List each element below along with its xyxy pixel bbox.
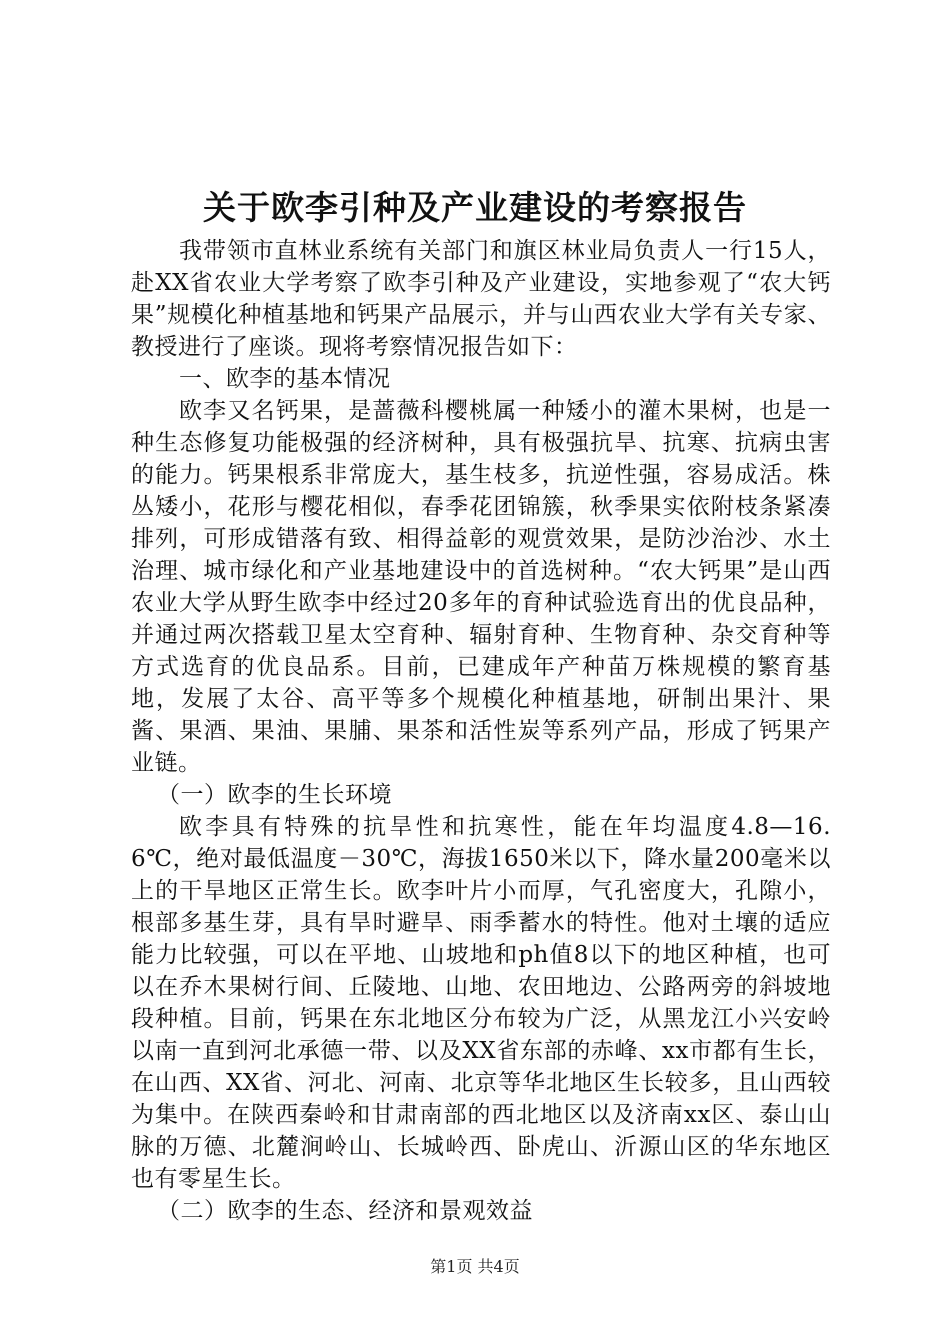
intro-paragraph: 我带领市直林业系统有关部门和旗区林业局负责人一行15人，赴XX省农业大学考察了欧李引种及产业建设，实地参观了“农大钙果”规模化种植基地和钙果产品展示，并与山西农业大学有关专家、教授进行了座谈。现将考察情况报告如下： [131,238,831,360]
page-number-footer: 第1页 共4页 [430,1257,520,1276]
document-title: 关于欧李引种及产业建设的考察报告 [203,188,747,227]
basic-info-paragraph: 欧李又名钙果，是蔷薇科樱桃属一种矮小的灌木果树，也是一种生态修复功能极强的经济树种，具有极强抗旱、抗寒、抗病虫害的能力。钙果根系非常庞大，基生枝多，抗逆性强，容易成活。株丛矮小，花形与樱花相似，春季花团锦簇，秋季果实依附枝条紧凑排列，可形成错落有致、相得益彰的观赏效果，是防沙治沙、水土治理、城市绿化和产业基地建设中的首选树种。“农大钙果”是山西农业大学从野生欧李中经过20多年的育种试验选育出的优良品种，并通过两次搭载卫星太空育种、辐射育种、生物育种、杂交育种等方式选育的优良品系。目前，已建成年产种苗万株规模的繁育基地，发展了太谷、高平等多个规模化种植基地，研制出果汁、果酱、果酒、果油、果脯、果茶和活性炭等系列产品，形成了钙果产业链。 [131,398,831,776]
subsection-heading-growth-environment: （一）欧李的生长环境 [157,782,392,808]
document-body [131,235,831,1227]
section-heading-basic-info: 一、欧李的基本情况 [179,366,391,392]
subsection-heading-benefits: （二）欧李的生态、经济和景观效益 [157,1198,533,1224]
growth-environment-paragraph: 欧李具有特殊的抗旱性和抗寒性，能在年均温度4.8—16.6℃，绝对最低温度－30℃，海拔1650米以下，降水量200毫米以上的干旱地区正常生长。欧李叶片小而厚，气孔密度大，孔隙小，根部多基生芽，具有旱时避旱、雨季蓄水的特性。他对土壤的适应能力比较强，可以在平地、山坡地和ph值8以下的地区种植，也可以在乔木果树行间、丘陵地、山地、农田地边、公路两旁的斜坡地段种植。目前，钙果在东北地区分布较为广泛，从黑龙江小兴安岭以南一直到河北承德一带、以及XX省东部的赤峰、xx市都有生长，在山西、XX省、河北、河南、北京等华北地区生长较多，且山西较为集中。在陕西秦岭和甘肃南部的西北地区以及济南xx区、泰山山脉的万德、北麓涧岭山、长城岭西、卧虎山、沂源山区的华东地区也有零星生长。 [131,814,831,1192]
